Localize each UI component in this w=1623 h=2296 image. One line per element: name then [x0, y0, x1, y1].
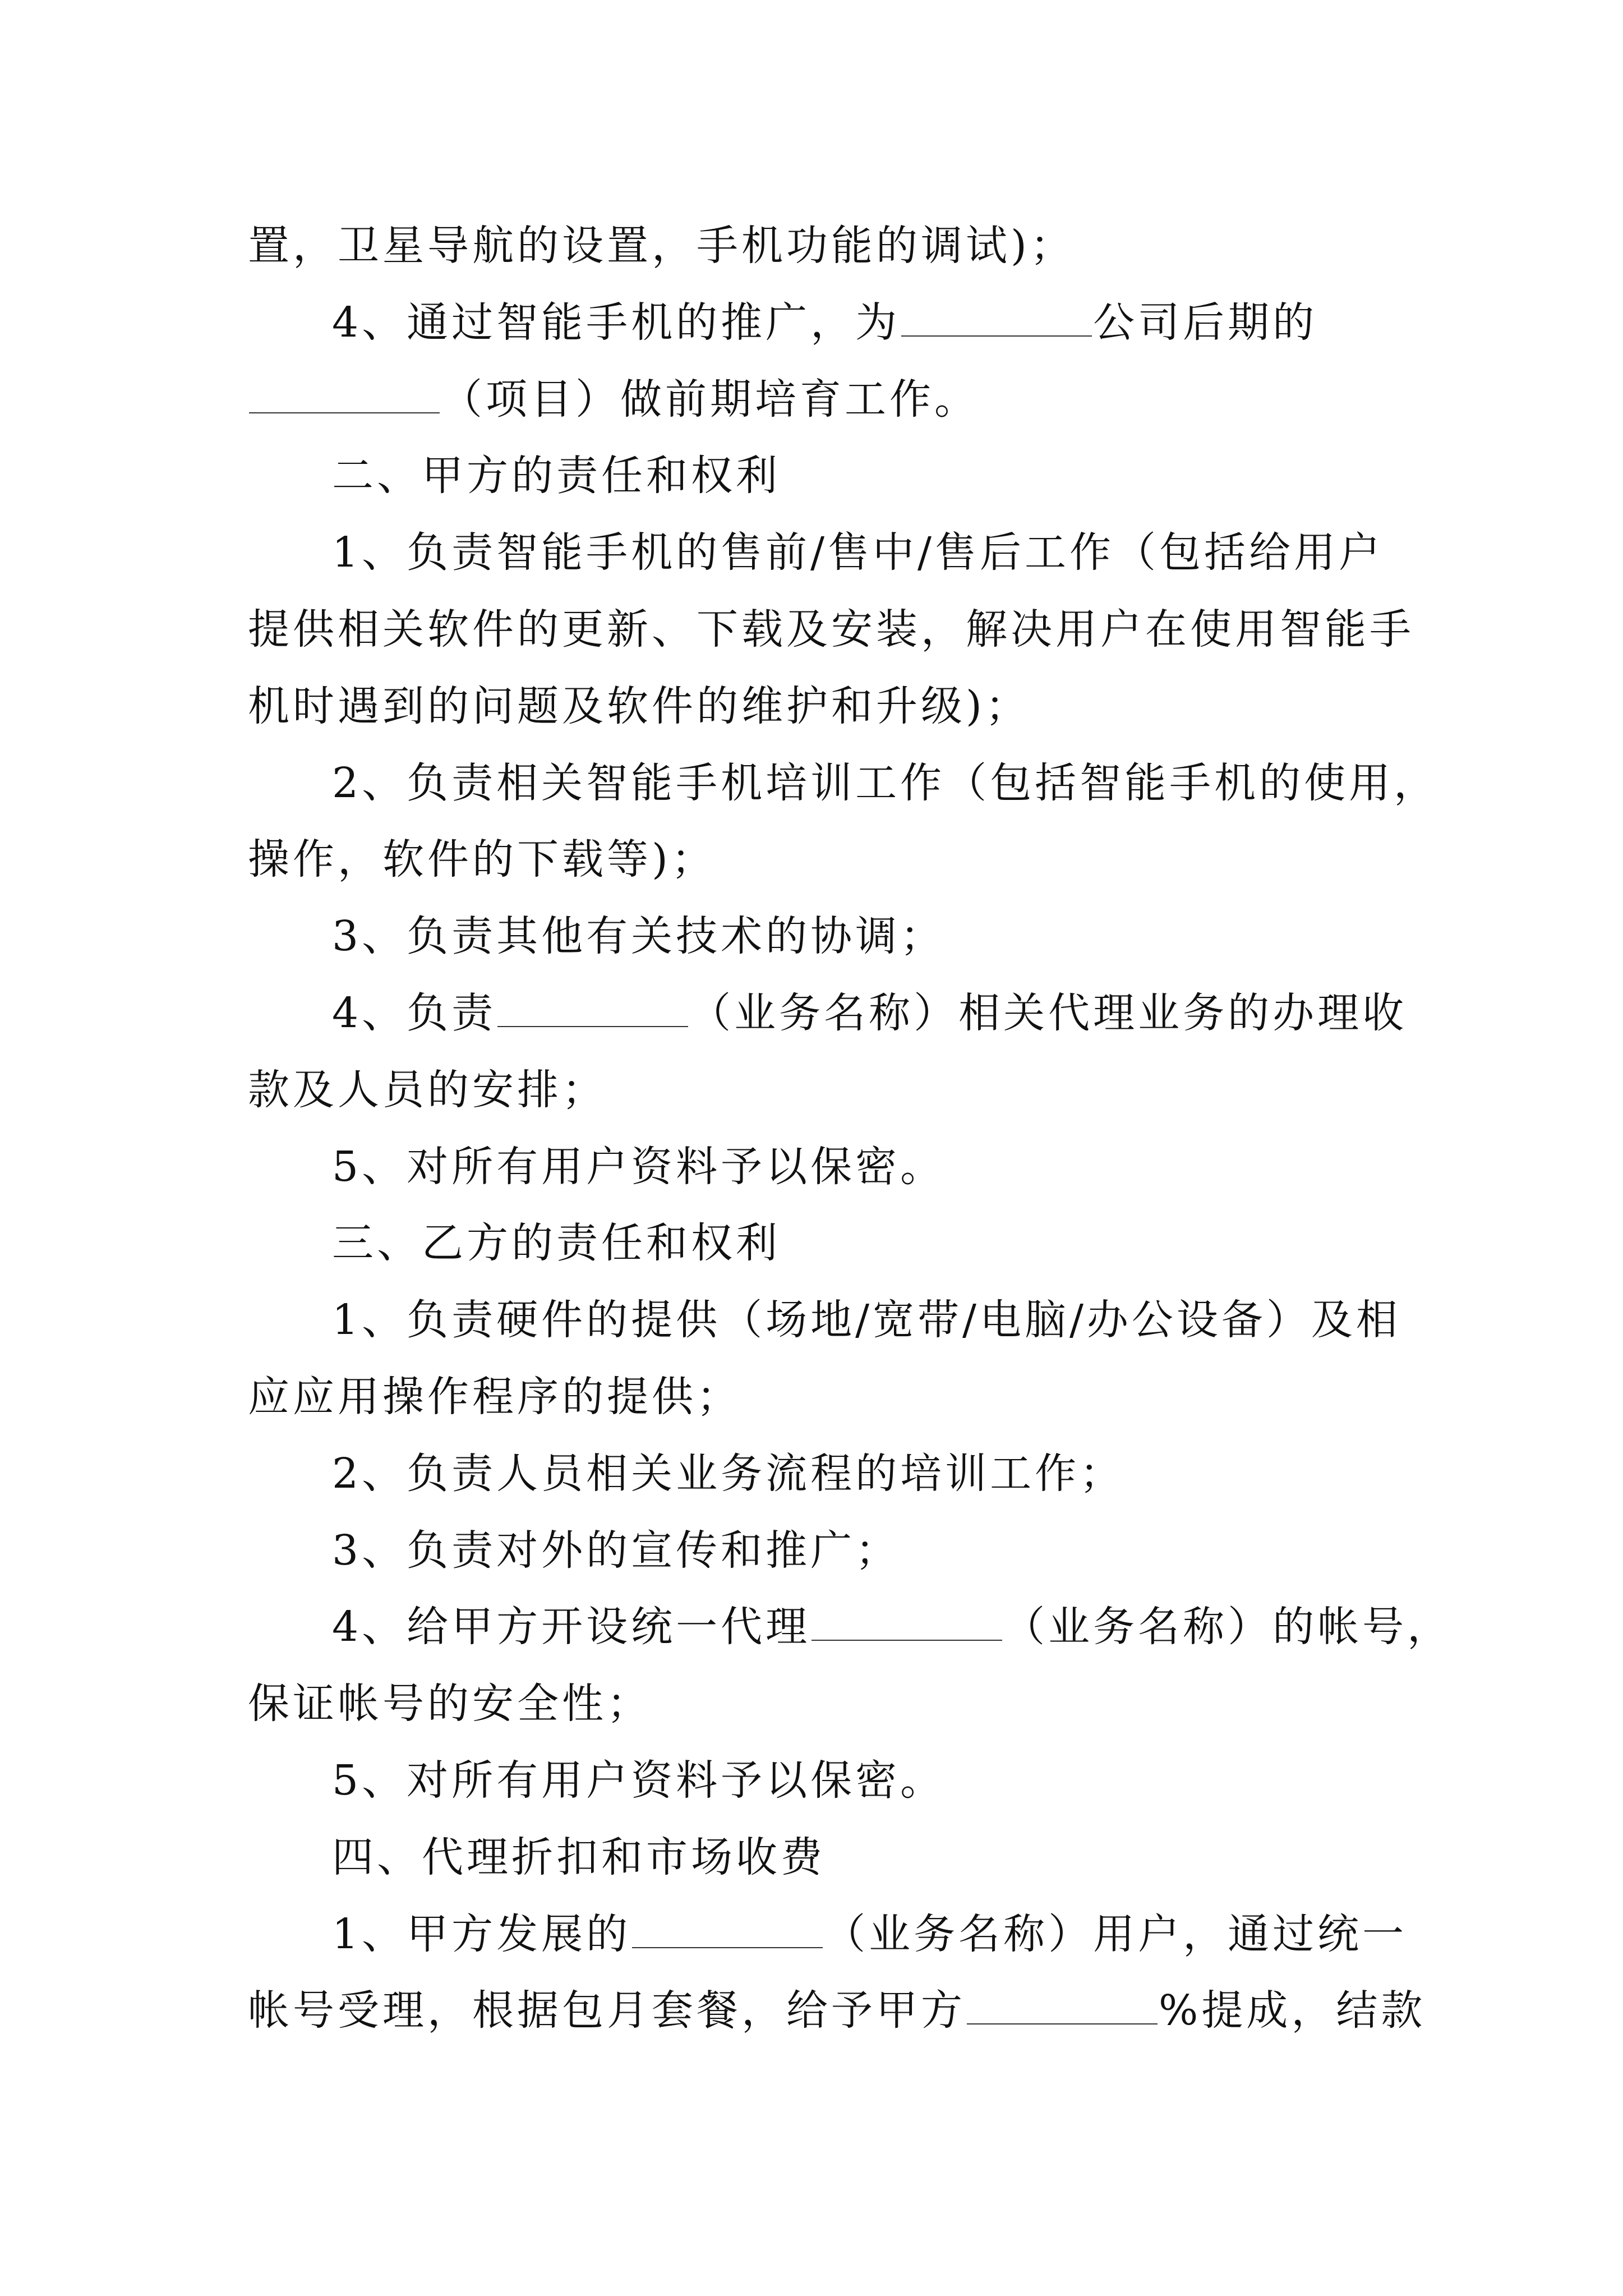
text-segment: （业务名称）的帐号， — [1003, 1603, 1453, 1651]
text-segment: 帐号受理，根据包月套餐，给予甲方 — [248, 1986, 966, 2035]
text-line — [248, 1742, 1392, 1819]
fill-in-blank[interactable] — [249, 379, 440, 413]
text-segment: 置，卫星导航的设置，手机功能的调试)； — [248, 222, 1075, 270]
text-segment: %提成，结款 — [1159, 1986, 1426, 2035]
text-segment: 三、乙方的责任和权利 — [332, 1219, 781, 1268]
text-segment: 1、甲方发展的 — [332, 1910, 631, 1958]
text-segment: 四、代理折扣和市场收费 — [332, 1833, 826, 1881]
text-segment: 4、给甲方开设统一代理 — [332, 1603, 811, 1651]
text-segment: 1、负责硬件的提供（场地/宽带/电脑/办公设备）及相 — [332, 1296, 1401, 1345]
text-segment: （业务名称）用户，通过统一 — [824, 1910, 1408, 1958]
text-line — [248, 1129, 1392, 1205]
text-line — [248, 284, 1392, 361]
text-segment: 4、通过智能手机的推广，为 — [332, 298, 901, 347]
text-line — [248, 438, 1392, 514]
fill-in-blank[interactable] — [632, 1913, 823, 1948]
text-segment: 公司后期的 — [1093, 298, 1318, 347]
text-line — [248, 591, 1414, 668]
text-segment: 二、甲方的责任和权利 — [332, 452, 781, 500]
text-segment: 1、负责智能手机的售前/售中/售后工作（包括给用户 — [332, 528, 1384, 577]
text-line — [248, 1282, 1401, 1359]
text-line — [248, 1205, 1392, 1282]
document-body — [248, 208, 1453, 2049]
text-line — [248, 208, 1392, 284]
text-line — [248, 1512, 1392, 1589]
text-segment: 保证帐号的安全性； — [248, 1680, 652, 1728]
text-line — [248, 1896, 1408, 1973]
text-segment: 2、负责人员相关业务流程的培训工作； — [332, 1449, 1125, 1498]
text-line — [248, 514, 1392, 591]
text-segment: 3、负责对外的宣传和推广； — [332, 1526, 901, 1575]
text-line — [248, 1819, 1392, 1896]
text-line — [248, 1665, 1392, 1742]
text-segment: 机时遇到的问题及软件的维护和升级)； — [248, 682, 1030, 730]
text-line — [248, 1052, 1392, 1129]
text-line — [248, 821, 1392, 898]
text-segment: 提供相关软件的更新、下载及安装，解决用户在使用智能手 — [248, 605, 1414, 654]
text-segment: 应应用操作程序的提供； — [248, 1372, 741, 1421]
fill-in-blank[interactable] — [811, 1606, 1002, 1641]
text-segment: 操作，软件的下载等)； — [248, 835, 716, 884]
text-line — [248, 975, 1408, 1052]
fill-in-blank[interactable] — [497, 992, 688, 1027]
text-segment: 5、对所有用户资料予以保密。 — [332, 1756, 946, 1805]
text-line — [248, 1972, 1426, 2049]
text-segment: 4、负责 — [332, 988, 497, 1037]
text-line — [248, 1435, 1392, 1512]
fill-in-blank[interactable] — [901, 302, 1092, 337]
text-line — [248, 745, 1439, 822]
text-segment: 款及人员的安排； — [248, 1065, 607, 1114]
text-line — [248, 1359, 1392, 1435]
text-line — [248, 898, 1392, 975]
text-segment: 3、负责其他有关技术的协调； — [332, 912, 946, 961]
text-line — [248, 361, 1392, 438]
text-line — [248, 1589, 1453, 1665]
text-line — [248, 668, 1392, 745]
fill-in-blank[interactable] — [967, 1990, 1158, 2024]
text-segment: （业务名称）相关代理业务的办理收 — [689, 988, 1408, 1037]
text-segment: （项目）做前期培育工作。 — [441, 375, 979, 424]
text-segment: 2、负责相关智能手机培训工作（包括智能手机的使用， — [332, 758, 1439, 807]
text-segment: 5、对所有用户资料予以保密。 — [332, 1142, 946, 1191]
